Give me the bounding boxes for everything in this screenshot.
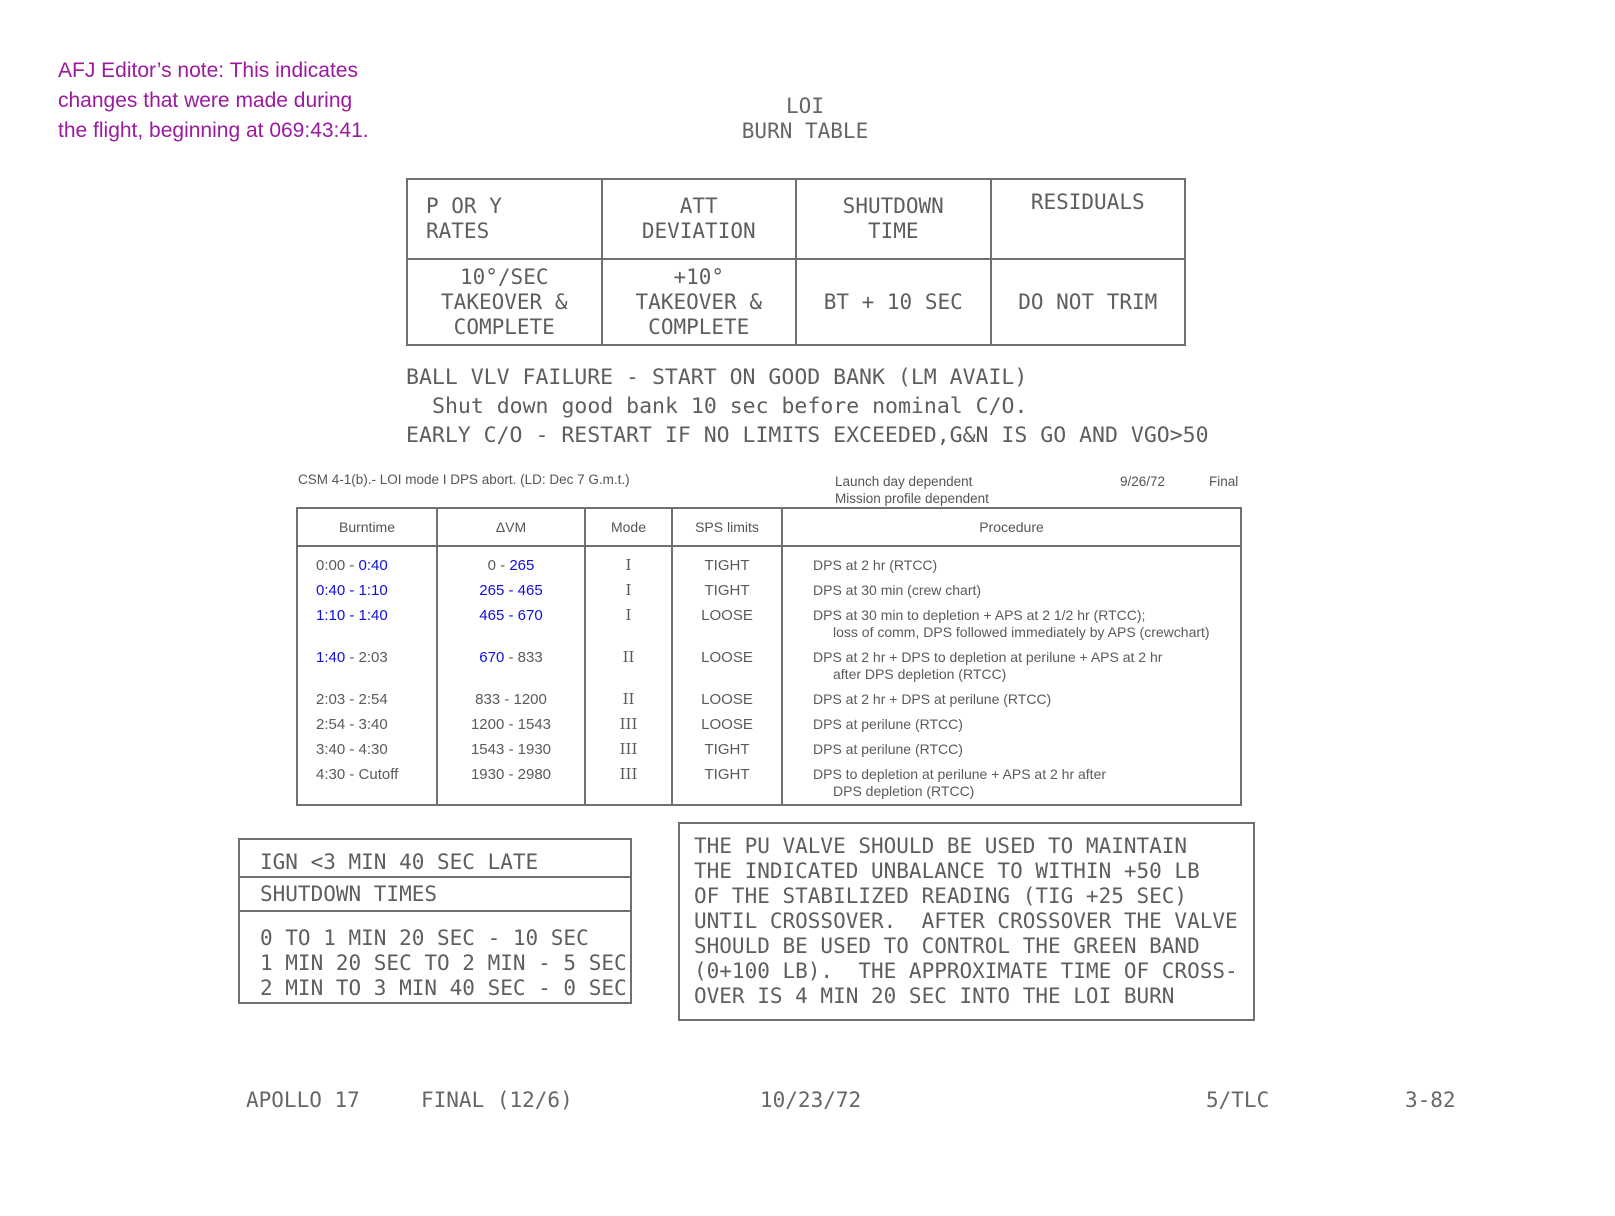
header-att-deviation (602, 179, 797, 259)
value-line: 10°/SEC (459, 264, 549, 289)
dvm-text: - 833 (504, 649, 543, 666)
mode-cell: I (585, 546, 672, 578)
editor-note-line: the flight, beginning at 069:43:41. (58, 119, 369, 142)
col-burntime: Burntime (297, 508, 437, 546)
dvm-change: 265 - 465 (479, 582, 543, 599)
burntime-cell (297, 546, 437, 578)
mission-profile-note: Mission profile dependent (835, 491, 989, 506)
value-residuals (991, 259, 1186, 345)
footer-section: 5/TLC (1206, 1088, 1270, 1112)
table-row (297, 645, 1241, 687)
dvm-change: 670 (479, 649, 505, 666)
table-row (297, 737, 1241, 762)
dvm-cell (437, 578, 585, 603)
procedure-cell (782, 712, 1241, 737)
value-line: DO NOT TRIM (1018, 289, 1158, 314)
header-line: TIME (867, 219, 919, 243)
table-row (297, 546, 1241, 578)
burn-table-header-row (407, 179, 1185, 259)
procedure-line: DPS at 2 hr + DPS at perilune (RTCC) (813, 691, 1052, 707)
shutdown-times-header: SHUTDOWN TIMES (240, 878, 630, 912)
header-residuals (991, 179, 1186, 259)
burntime-text: 0:00 - (316, 557, 359, 574)
procedure-line: DPS at perilune (RTCC) (813, 741, 963, 757)
procedure-line: DPS at 2 hr + DPS to depletion at perilune + APS at 2 hr (813, 649, 1163, 665)
burn-table (406, 178, 1186, 346)
procedure-cell (782, 737, 1241, 762)
dvm-cell: 1200 - 1543 (437, 712, 585, 737)
sps-cell: TIGHT (672, 762, 782, 805)
burntime-cell (297, 578, 437, 603)
dvm-cell (437, 603, 585, 645)
dvm-cell (437, 645, 585, 687)
table-row (297, 687, 1241, 712)
table-row (297, 712, 1241, 737)
value-line: TAKEOVER & (441, 289, 568, 314)
sps-cell: LOOSE (672, 603, 782, 645)
value-att-deviation (602, 259, 797, 345)
guidance-line-1: BALL VLV FAILURE - START ON GOOD BANK (LM AVAIL) (406, 365, 1028, 390)
sps-cell: TIGHT (672, 737, 782, 762)
page-title (700, 94, 910, 144)
procedure-line: DPS at 30 min to depletion + APS at 2 1/2 hr (RTCC); (813, 607, 1146, 623)
mode-cell: II (585, 645, 672, 687)
abort-table (296, 507, 1242, 806)
procedure-cell (782, 645, 1241, 687)
abort-table-date: 9/26/72 (1120, 474, 1166, 489)
procedure-cell (782, 546, 1241, 578)
value-shutdown-time (796, 259, 991, 345)
header-rates (407, 179, 602, 259)
mode-cell: II (585, 687, 672, 712)
col-dvm: ΔVM (437, 508, 585, 546)
procedure-cell (782, 603, 1241, 645)
procedure-cell (782, 687, 1241, 712)
sps-cell: LOOSE (672, 687, 782, 712)
col-sps-limits: SPS limits (672, 508, 782, 546)
burntime-text: - 2:03 (345, 649, 388, 666)
mode-cell: III (585, 762, 672, 805)
header-shutdown-time (796, 179, 991, 259)
footer-date: 10/23/72 (760, 1088, 862, 1112)
dvm-text: 0 - (487, 557, 510, 574)
value-rates (407, 259, 602, 345)
header-line: RATES (426, 219, 490, 243)
abort-table-status: Final (1209, 474, 1239, 489)
abort-table-title: CSM 4-1(b).- LOI mode I DPS abort. (LD: Dec 7 G.m.t.) (298, 472, 630, 487)
procedure-line: loss of comm, DPS followed immediately by APS (crewchart) (833, 624, 1210, 640)
shutdown-time-line: 1 MIN 20 SEC TO 2 MIN - 5 SEC (260, 951, 627, 975)
dvm-change: 465 - 670 (479, 607, 543, 624)
sps-cell: TIGHT (672, 546, 782, 578)
ign-late-header: IGN <3 MIN 40 SEC LATE (240, 840, 630, 878)
pu-valve-box: THE PU VALVE SHOULD BE USED TO MAINTAIN THE INDICATED UNBALANCE TO WITHIN +50 LB OF THE STABILIZED READING (TIG +25 SEC) UNTIL CROSSOVER. AFTER CROSSOVER THE VALVE SHOULD BE USED TO CONTROL THE GREEN BAND (0+100 LB). THE APPROXIMATE TIME OF CROSS- OVER IS 4 MIN 20 SEC INTO THE LOI BURN (678, 822, 1255, 1021)
header-line: DEVIATION (641, 219, 756, 243)
mode-cell: III (585, 737, 672, 762)
shutdown-time-line: 2 MIN TO 3 MIN 40 SEC - 0 SEC (260, 976, 627, 1000)
burntime-change: 0:40 - 1:10 (316, 582, 388, 599)
editor-note (58, 56, 418, 146)
header-line: SHUTDOWN (842, 194, 944, 218)
burn-table-value-row (407, 259, 1185, 345)
value-line: COMPLETE (453, 314, 555, 339)
procedure-line: DPS depletion (RTCC) (833, 783, 975, 799)
table-row (297, 603, 1241, 645)
shutdown-times-body (240, 912, 630, 1001)
col-mode: Mode (585, 508, 672, 546)
dvm-cell: 1543 - 1930 (437, 737, 585, 762)
dvm-cell: 833 - 1200 (437, 687, 585, 712)
title-line: LOI (786, 94, 824, 118)
sps-cell: LOOSE (672, 645, 782, 687)
mode-cell: III (585, 712, 672, 737)
value-line: BT + 10 SEC (823, 289, 963, 314)
dvm-change: 265 (509, 557, 535, 574)
value-line: TAKEOVER & (635, 289, 762, 314)
col-procedure: Procedure (782, 508, 1241, 546)
table-row (297, 762, 1241, 805)
procedure-line: DPS at 2 hr (RTCC) (813, 557, 938, 573)
procedure-line: after DPS depletion (RTCC) (833, 666, 1007, 682)
value-line: COMPLETE (648, 314, 750, 339)
footer-mission: APOLLO 17 (246, 1088, 360, 1112)
procedure-cell (782, 578, 1241, 603)
ign-late-box (238, 838, 632, 1004)
editor-note-line: AFJ Editor’s note: This indicates (58, 59, 358, 82)
table-row (297, 578, 1241, 603)
burntime-cell (297, 645, 437, 687)
burntime-change: 1:40 (316, 649, 346, 666)
shutdown-time-line: 0 TO 1 MIN 20 SEC - 10 SEC (260, 926, 589, 950)
burntime-cell (297, 603, 437, 645)
footer-page-number: 3-82 (1405, 1088, 1456, 1112)
footer-revision: FINAL (12/6) (421, 1088, 573, 1112)
procedure-line: DPS at 30 min (crew chart) (813, 582, 982, 598)
header-line: ATT (679, 194, 718, 218)
burntime-cell: 2:54 - 3:40 (297, 712, 437, 737)
guidance-line-3: EARLY C/O - RESTART IF NO LIMITS EXCEEDED,G&N IS GO AND VGO>50 (406, 423, 1209, 448)
procedure-line: DPS at perilune (RTCC) (813, 716, 963, 732)
dvm-cell (437, 546, 585, 578)
burntime-change: 1:10 - 1:40 (316, 607, 388, 624)
sps-cell: TIGHT (672, 578, 782, 603)
burntime-cell: 3:40 - 4:30 (297, 737, 437, 762)
sps-cell: LOOSE (672, 712, 782, 737)
launch-day-note: Launch day dependent (835, 474, 973, 489)
value-line: +10° (673, 264, 725, 289)
dvm-cell: 1930 - 2980 (437, 762, 585, 805)
burntime-cell: 2:03 - 2:54 (297, 687, 437, 712)
guidance-line-2: Shut down good bank 10 sec before nominal C/O. (432, 394, 1028, 419)
burntime-cell: 4:30 - Cutoff (297, 762, 437, 805)
editor-note-line: changes that were made during (58, 89, 353, 112)
abort-table-header-row (297, 508, 1241, 546)
mode-cell: I (585, 603, 672, 645)
mode-cell: I (585, 578, 672, 603)
procedure-cell (782, 762, 1241, 805)
procedure-line: DPS to depletion at perilune + APS at 2 hr after (813, 766, 1107, 782)
header-line: RESIDUALS (1030, 190, 1145, 214)
header-line: P OR Y (426, 194, 502, 218)
title-line: BURN TABLE (741, 119, 869, 143)
burntime-change: 0:40 (358, 557, 388, 574)
